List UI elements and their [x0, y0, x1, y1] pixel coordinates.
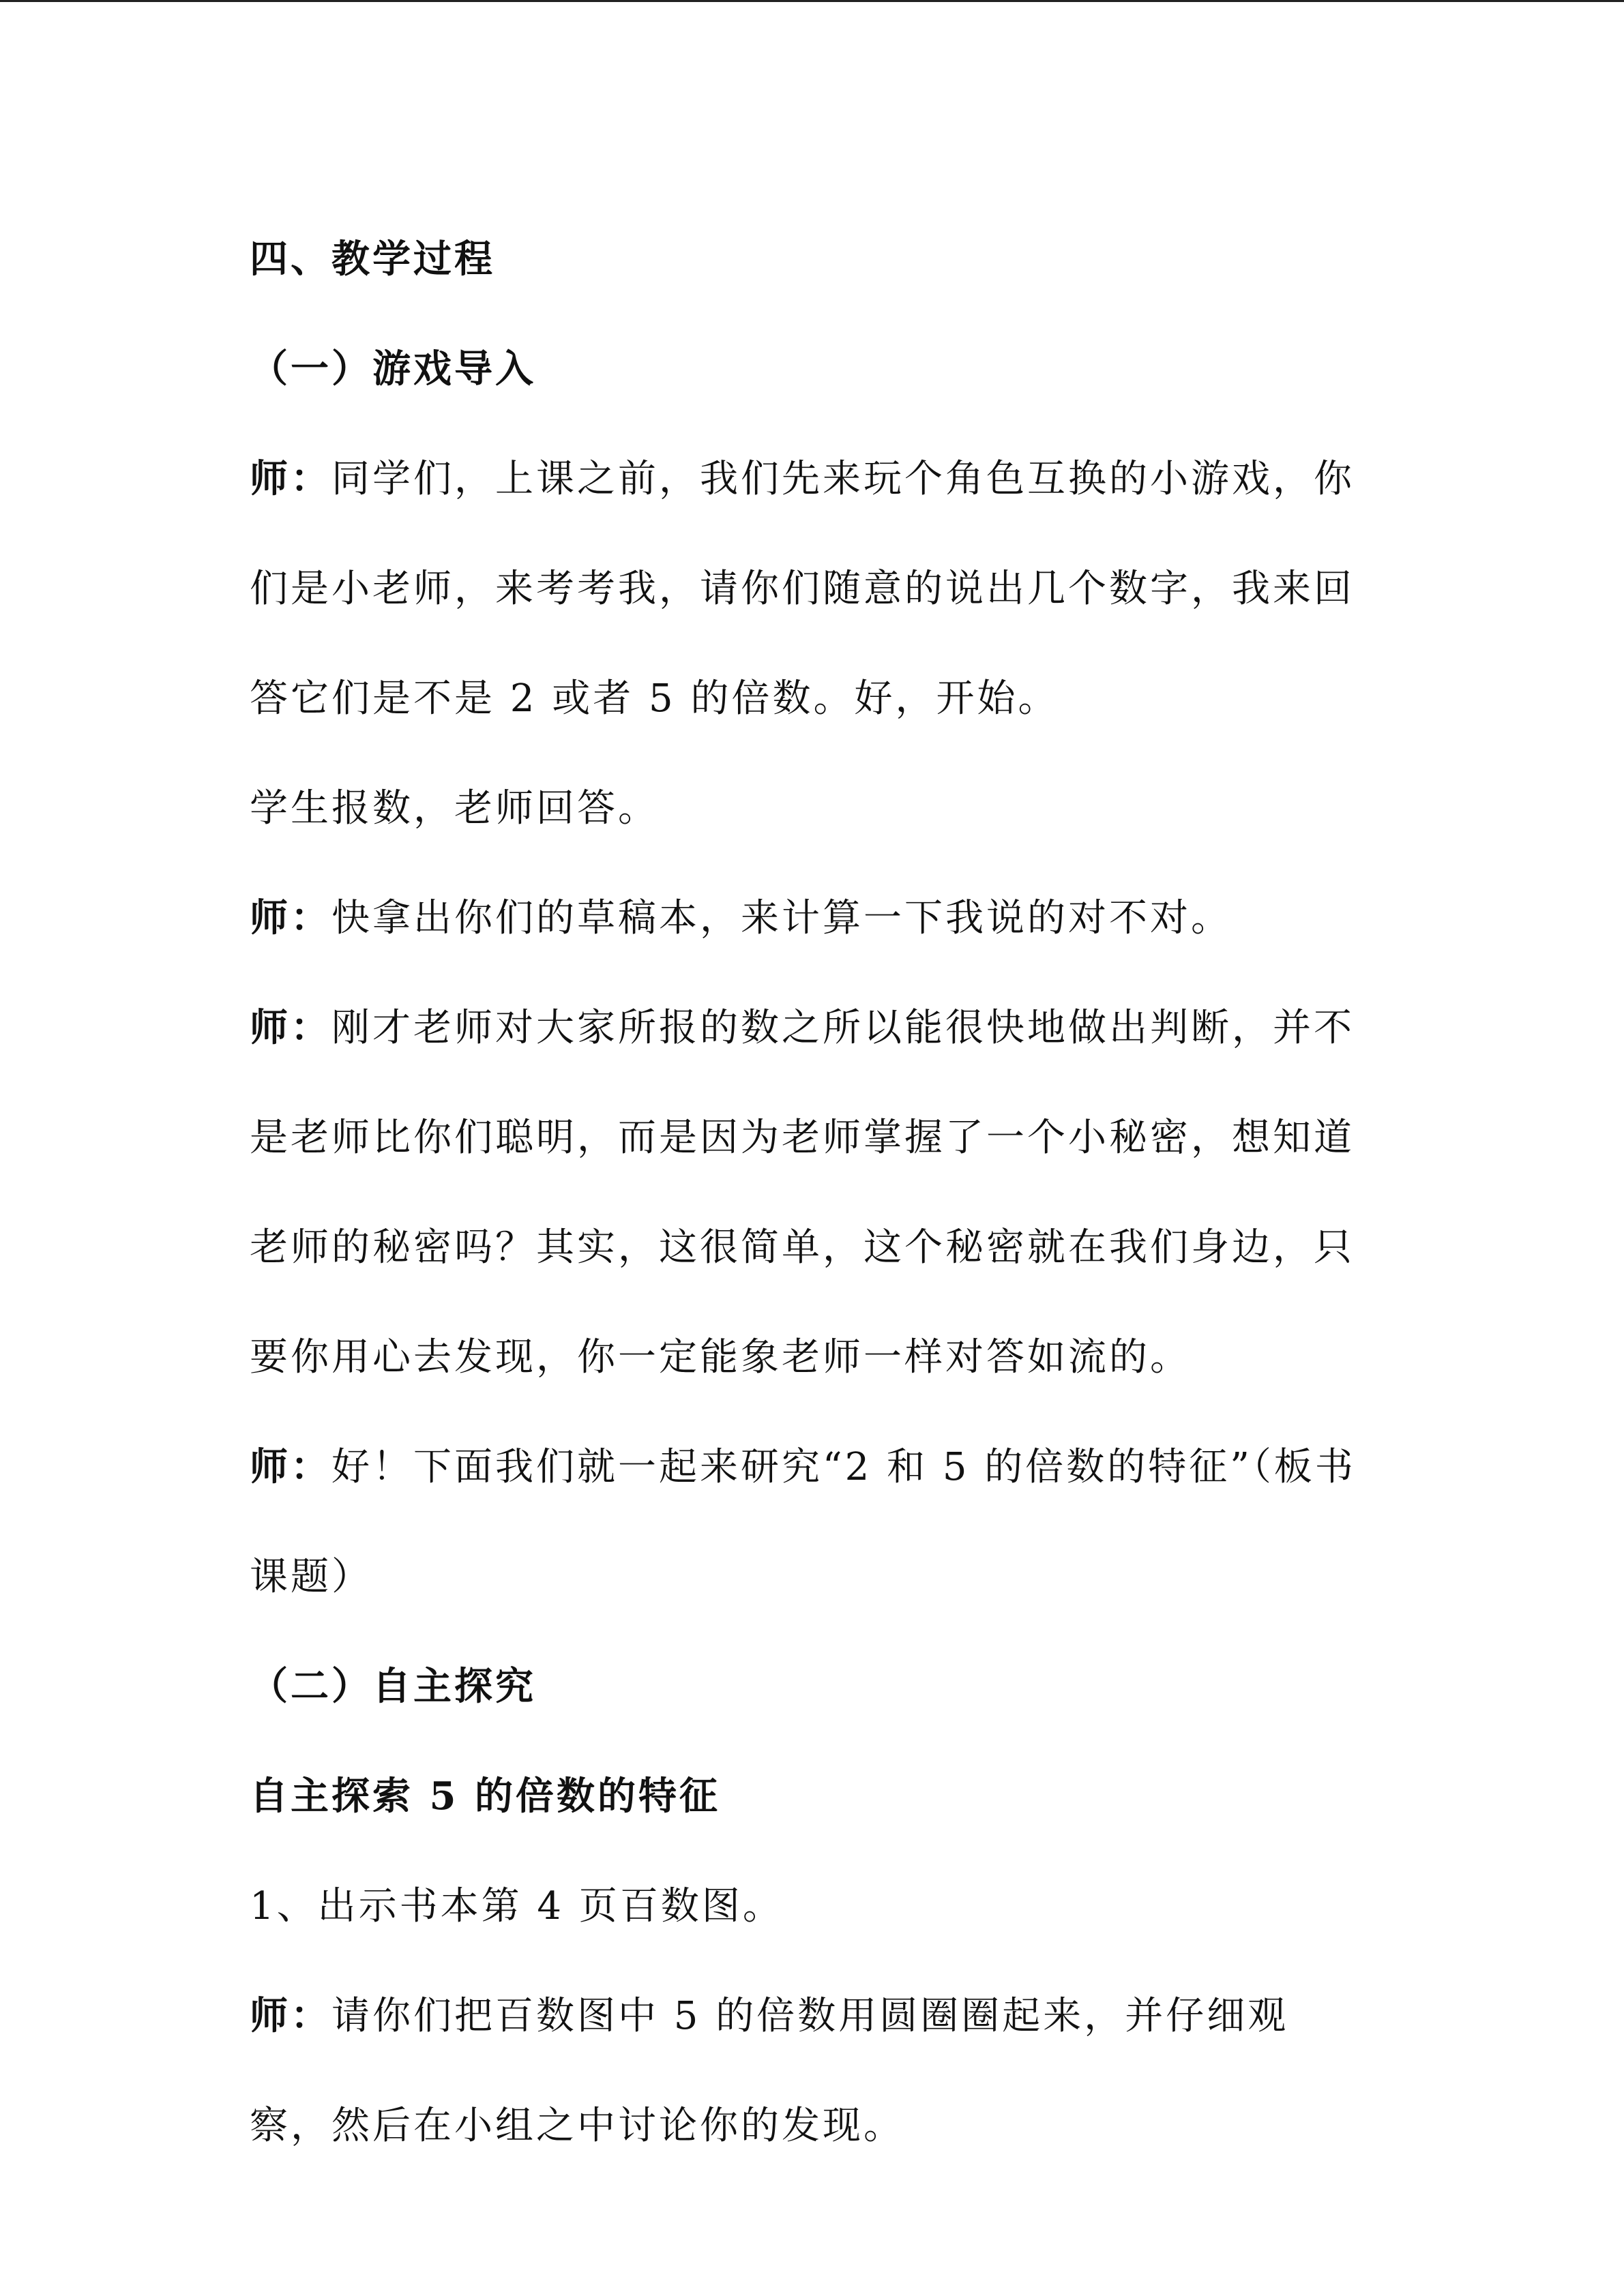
- paragraph-text: 请你们把百数图中 5 的倍数用圆圈圈起来，并仔细观察，然后在小组之中讨论你的发现。: [250, 1994, 1289, 2148]
- section-title-self-inquiry: （二）自主探究: [250, 1664, 536, 1709]
- paragraph-text: 刚才老师对大家所报的数之所以能很快地做出判断，并不是老师比你们聪明，而是因为老师掌握了一个小秘密，想知道老师的秘密吗？其实，这很简单，这个秘密就在我们身边，只要你用心去发现，你一定能象老师一样对答如流的。: [250, 1006, 1355, 1380]
- speaker-label: 师：: [250, 1444, 331, 1489]
- student-paragraph: 学生报数，老师回答。: [250, 786, 659, 831]
- speaker-label: 师：: [250, 1005, 331, 1050]
- speaker-label: 师：: [250, 895, 331, 940]
- section-title-game-intro: （一）游戏导入: [250, 346, 536, 391]
- teacher-paragraph-2: [250, 863, 1357, 973]
- teacher-paragraph-1: [250, 424, 1357, 754]
- teacher-paragraph-4: [250, 1412, 1357, 1632]
- main-heading: 四、教学过程: [250, 237, 495, 282]
- paragraph-text: 快拿出你们的草稿本，来计算一下我说的对不对。: [331, 896, 1232, 940]
- top-border-line: [0, 0, 1624, 2]
- teacher-paragraph-3: [250, 973, 1357, 1412]
- speaker-label: 师：: [250, 456, 331, 501]
- document-page: [250, 205, 1357, 2181]
- step-paragraph: 1、出示书本第 4 页百数图。: [250, 1884, 784, 1928]
- paragraph-text: 同学们，上课之前，我们先来玩个角色互换的小游戏，你们是小老师，来考考我，请你们随意的说出几个数字，我来回答它们是不是 2 或者 5 的倍数。好，开始。: [250, 457, 1355, 721]
- teacher-paragraph-5: [250, 1961, 1357, 2181]
- sub-heading: 自主探索 5 的倍数的特征: [250, 1774, 720, 1819]
- speaker-label: 师：: [250, 1993, 331, 2038]
- paragraph-text: 好！下面我们就一起来研究“2 和 5 的倍数的特征”（板书课题）: [250, 1445, 1356, 1599]
